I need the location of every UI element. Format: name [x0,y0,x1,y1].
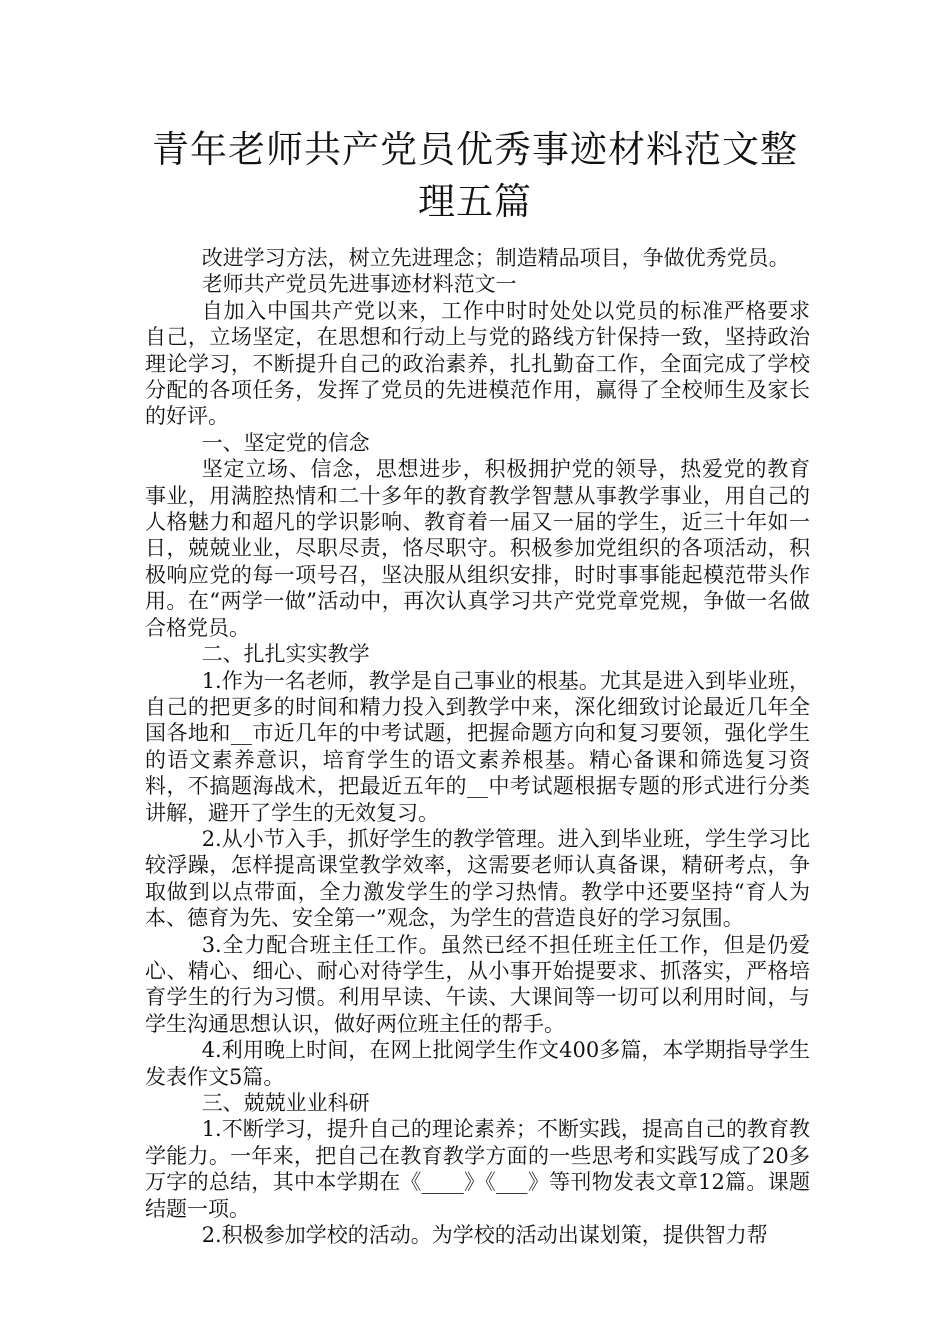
paragraph-teaching-1: 1.作为一名老师，教学是自己事业的根基。尤其是进入到毕业班，自己的把更多的时间和精力投入到教学中来，深化细致讨论最近几年全国各地和__市近几年的中考试题，把握命题方向和复习要领，强化学生的语文素养意识，培育学生的语文素养根基。精心备课和筛选复习资料，不搞题海战术，把最近五年的__中考试题根据专题的形式进行分类讲解，避开了学生的无效复习。 [145,668,810,825]
paragraph-teaching-4: 4.利用晚上时间，在网上批阅学生作文400多篇，本学期指导学生发表作文5篇。 [145,1038,810,1089]
paragraph-research-1: 1.不断学习，提升自己的理论素养；不断实践，提高自己的教育教学能力。一年来，把自己在教育教学方面的一些思考和实践写成了20多万字的总结，其中本学期在《____》《___》等刊物发表文章12篇。课题结题一项。 [145,1117,810,1221]
paragraph-teaching-3: 3.全力配合班主任工作。虽然已经不担任班主任工作，但是仍爱心、精心、细心、耐心对待学生，从小事开始提要求、抓落实，严格培育学生的行为习惯。利用早读、午读、大课间等一切可以利用时间，与学生沟通思想认识，做好两位班主任的帮手。 [145,932,810,1036]
section-heading-3: 三、兢兢业业科研 [201,1091,370,1115]
paragraph-research-2: 2.积极参加学校的活动。为学校的活动出谋划策，提供智力帮 [201,1223,768,1248]
document-body [145,245,810,1248]
document-title: 青年老师共产党员优秀事迹材料范文整理五篇 [152,128,798,223]
paragraph-slogan: 改进学习方法，树立先进理念；制造精品项目，争做优秀党员。 [201,246,790,270]
paragraph-teaching-2: 2.从小节入手，抓好学生的教学管理。进入到毕业班，学生学习比较浮躁，怎样提高课堂教学效率，这需要老师认真备课，精研考点，争取做到以点带面，全力激发学生的学习热情。教学中还要坚持“育人为本、德育为先、安全第一”观念，为学生的营造良好的学习氛围。 [145,826,810,931]
section-heading-2: 二、扎扎实实教学 [201,642,370,667]
paragraph-intro: 自加入中国共产党以来，工作中时时处处以党员的标准严格要求自己，立场坚定，在思想和行动上与党的路线方针保持一致，坚持政治理论学习，不断提升自己的政治素养，扎扎勤奋工作，全面完成了学校分配的各项任务，发挥了党员的先进模范作用，赢得了全校师生及家长的好评。 [145,298,810,429]
section-heading-1: 一、坚定党的信念 [201,430,370,455]
paragraph-subtitle: 老师共产党员先进事迹材料范文一 [201,272,517,297]
paragraph-belief: 坚定立场、信念，思想进步，积极拥护党的领导，热爱党的教育事业，用满腔热情和二十多年的教育教学智慧从事教学事业，用自己的人格魅力和超凡的学识影响、教育着一届又一届的学生，近三十年如一日，兢兢业业，尽职尽责，恪尽职守。积极参加党组织的各项活动，积极响应党的每一项号召，坚决服从组织安排，时时事事能起模范带头作用。在“两学一做”活动中，再次认真学习共产党党章党规，争做一名做合格党员。 [145,457,810,640]
